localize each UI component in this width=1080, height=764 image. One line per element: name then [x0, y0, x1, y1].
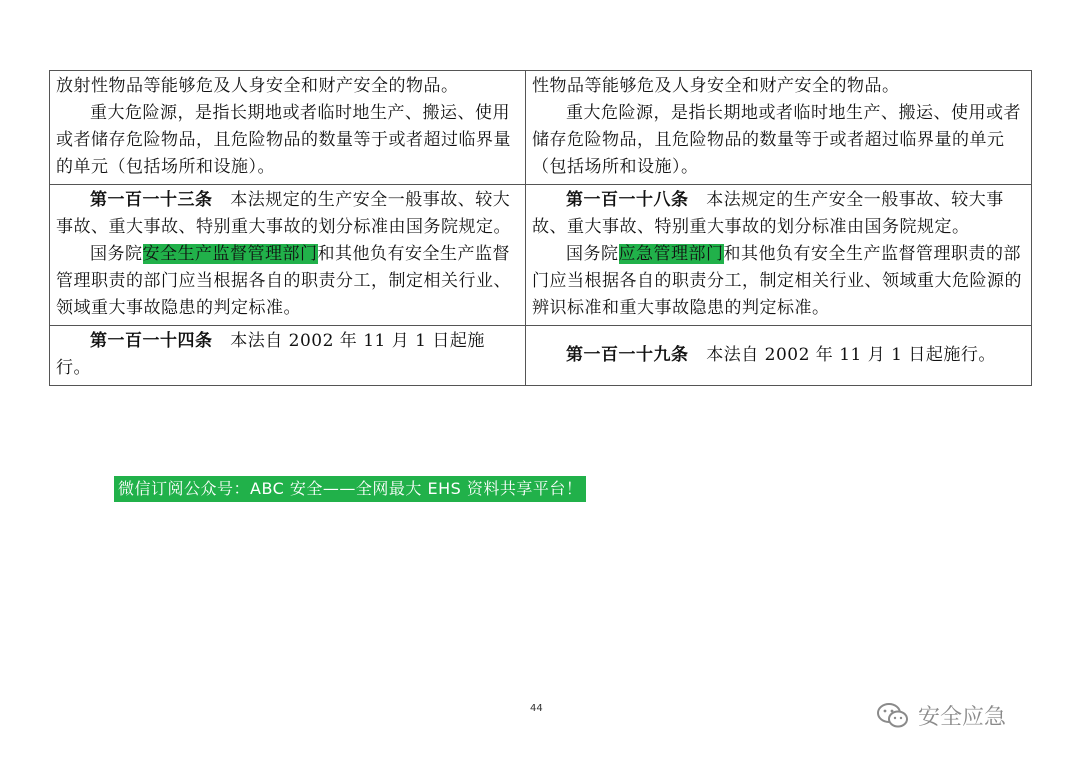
paragraph: [532, 241, 1025, 322]
table-row: [50, 71, 1032, 185]
table-row: [50, 326, 1032, 386]
paragraph: 性物品等能够危及人身安全和财产安全的物品。: [532, 76, 900, 96]
article-number: 第一百一十九条: [566, 344, 689, 365]
paragraph: 重大危险源，是指长期地或者临时地生产、搬运、使用或者储存危险物品，且危险物品的数量等于或者超过临界量的单元（包括场所和设施）。: [532, 103, 1021, 177]
subscription-banner: 微信订阅公众号：ABC 安全——全网最大 EHS 资料共享平台！: [114, 476, 586, 502]
watermark: [876, 700, 1006, 731]
paragraph: [56, 328, 519, 382]
table-cell-left: [50, 185, 526, 326]
table-cell-left: [50, 71, 526, 185]
text-span: 和其他负有安全生产监督管理职责的部门应当根据各自的职责分工，制定相关行业、领域重大危险源的辨识标准和重大事故隐患的判定标准。: [532, 244, 1022, 318]
watermark-text: 安全应急: [918, 705, 1007, 730]
article-number: 第一百一十四条: [90, 331, 213, 351]
table-cell-right: [526, 185, 1032, 326]
comparison-table: [49, 70, 1032, 386]
article-number: 第一百一十三条: [90, 190, 213, 210]
page-number: 44: [530, 703, 543, 714]
article-number: 第一百一十八条: [566, 190, 689, 210]
paragraph: [532, 187, 1025, 241]
article-text: 本法规定的生产安全一般事故、较大事故、重大事故、特别重大事故的划分标准由国务院规定。: [532, 190, 1004, 237]
article-text: 本法自 2002 年 11 月 1 日起施行。: [56, 331, 485, 378]
article-text: 本法自 2002 年 11 月 1 日起施行。: [706, 344, 996, 365]
table-row: [50, 185, 1032, 326]
paragraph: [56, 241, 519, 322]
table-cell-right: [526, 71, 1032, 185]
table-cell-left: [50, 326, 526, 386]
paragraph: [56, 187, 519, 241]
paragraph: 放射性物品等能够危及人身安全和财产安全的物品。: [56, 76, 459, 96]
paragraph: 重大危险源，是指长期地或者临时地生产、搬运、使用或者储存危险物品，且危险物品的数量等于或者超过临界量的单元（包括场所和设施）。: [56, 103, 511, 177]
highlighted-text: 应急管理部门: [618, 244, 724, 264]
table-cell-right: [526, 326, 1032, 386]
highlighted-text: 安全生产监督管理部门: [142, 244, 318, 264]
paragraph: [532, 342, 1025, 369]
wechat-icon: [876, 702, 910, 730]
text-span: 国务院: [566, 244, 619, 264]
text-span: 和其他负有安全生产监督管理职责的部门应当根据各自的职责分工，制定相关行业、领域重大事故隐患的判定标准。: [56, 244, 511, 318]
article-text: 本法规定的生产安全一般事故、较大事故、重大事故、特别重大事故的划分标准由国务院规定。: [56, 190, 511, 237]
text-span: 国务院: [90, 244, 143, 264]
